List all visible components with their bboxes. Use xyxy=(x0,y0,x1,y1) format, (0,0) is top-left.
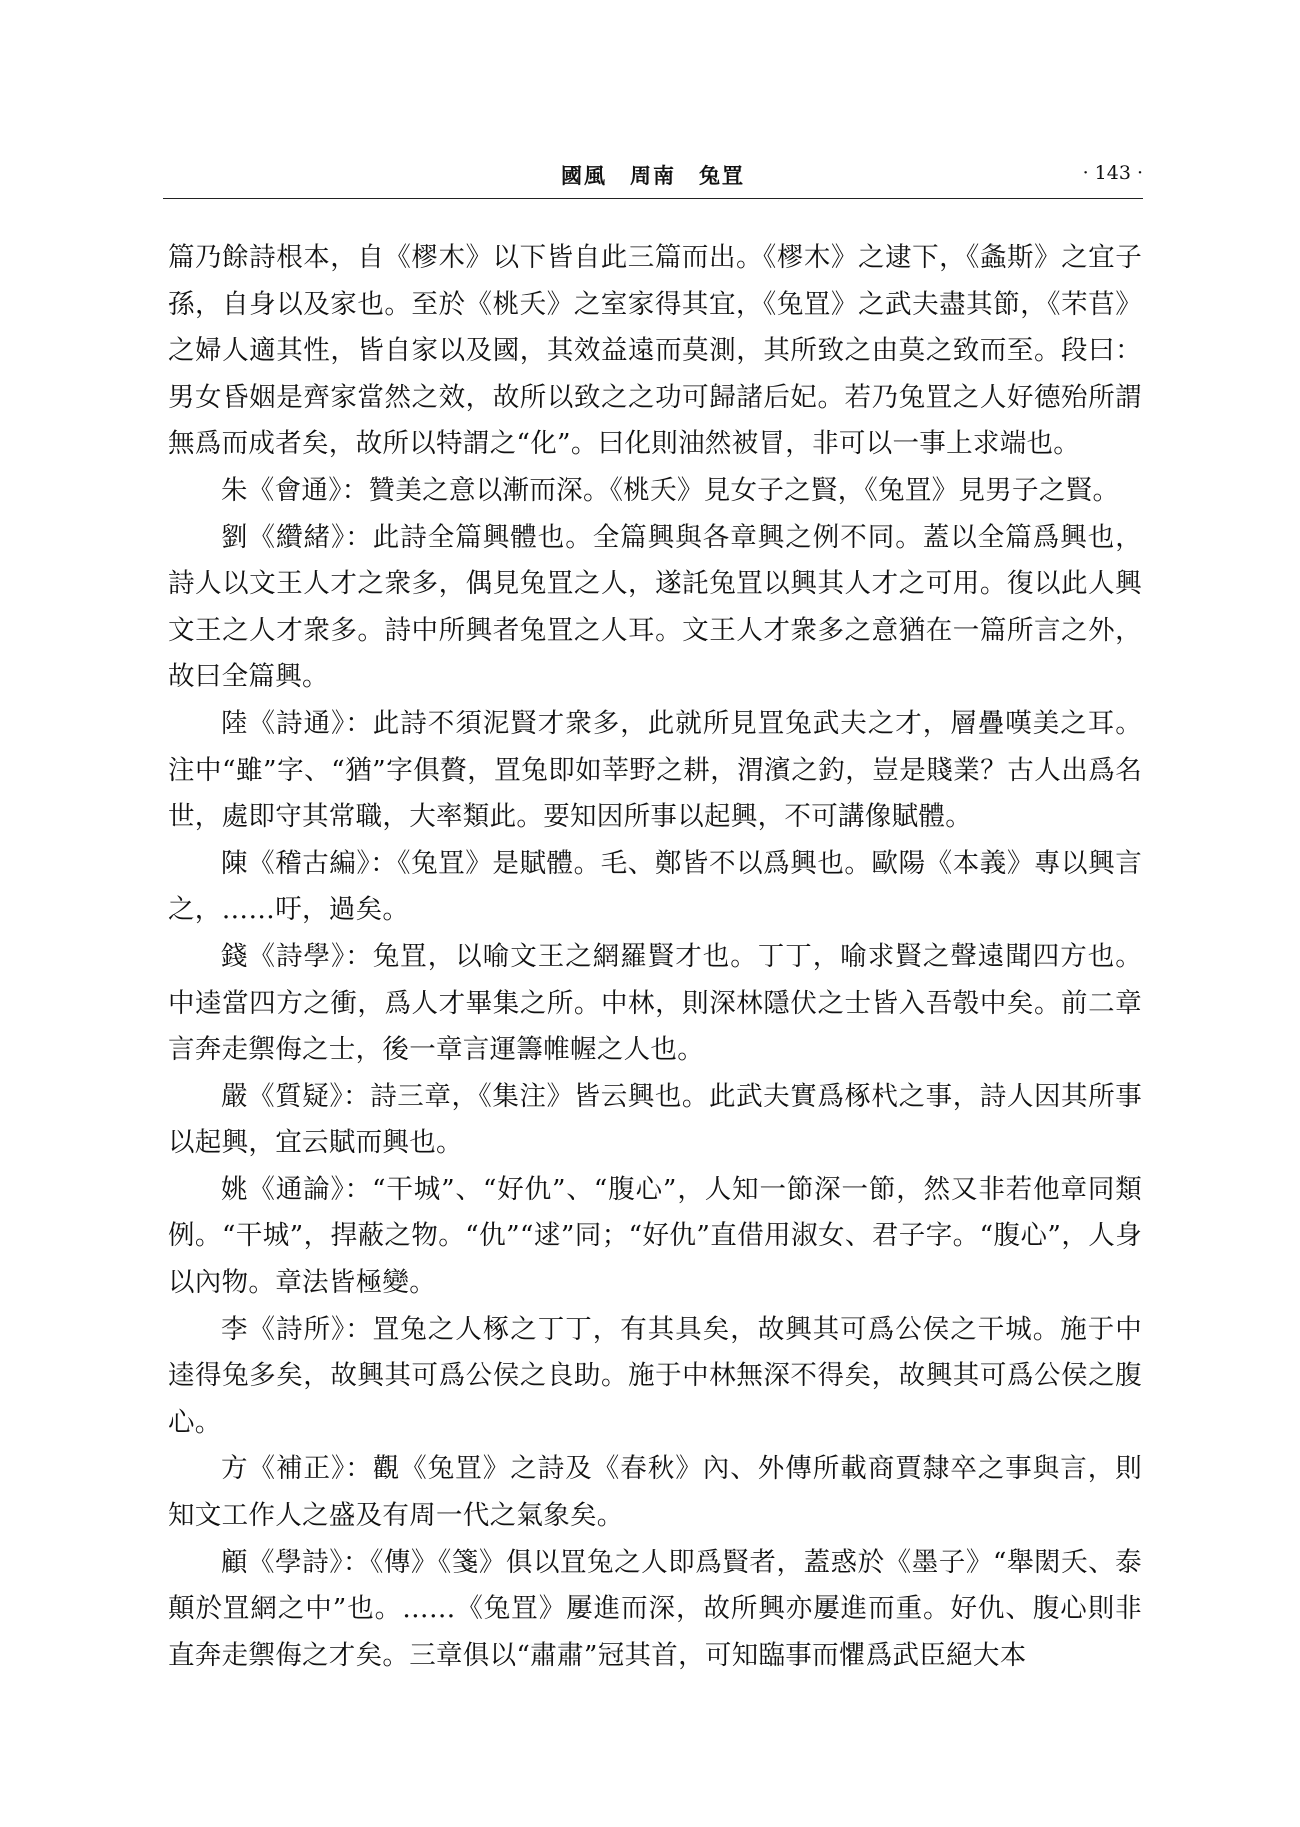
paragraph-chen-jigubian: 陳《稽古編》：《兔罝》是賦體。毛、鄭皆不以爲興也。歐陽《本義》專以興言之，……吁，過矣。 xyxy=(168,847,1142,926)
paragraph-li-shisuo: 李《詩所》：罝兔之人椓之丁丁，有其具矣，故興其可爲公侯之干城。施于中逵得兔多矣，故興其可爲公侯之良助。施于中林無深不得矣，故興其可爲公侯之腹心。 xyxy=(168,1313,1142,1438)
paragraph-qian-shixue: 錢《詩學》：兔罝，以喻文王之網羅賢才也。丁丁，喻求賢之聲遠聞四方也。中逵當四方之衝，爲人才畢集之所。中林，則深林隱伏之士皆入吾彀中矣。前二章言奔走禦侮之士，後一章言運籌帷幄之人也。 xyxy=(168,940,1142,1066)
header-rule xyxy=(163,198,1143,199)
paragraph-liu-zuanxu: 劉《纘緒》：此詩全篇興體也。全篇興與各章興之例不同。蓋以全篇爲興也，詩人以文王人才之衆多，偶見兔罝之人，遂託兔罝以興其人才之可用。復以此人興文王之人才衆多。詩中所興者兔罝之人耳。文王人才衆多之意猶在一篇所言之外，故曰全篇興。 xyxy=(168,521,1142,693)
paragraph-continued: 篇乃餘詩根本，自《樛木》以下皆自此三篇而出。《樛木》之逮下，《螽斯》之宜子孫，自身以及家也。至於《桃夭》之室家得其宜，《兔罝》之武夫盡其節，《芣苢》之婦人適其性，皆自家以及國，其效益遠而莫測，其所致之由莫之致而至。段曰：男女昏姻是齊家當然之效，故所以致之之功可歸諸后妃。若乃兔罝之人好德殆所謂無爲而成者矣，故所以特謂之“化”。曰化則油然被冒，非可以一事上求端也。 xyxy=(168,242,1142,460)
running-title: 國風 周南 兔罝 xyxy=(561,163,745,188)
paragraph-yao-tonglun: 姚《通論》：“干城”、“好仇”、“腹心”，人知一節深一節，然又非若他章同類例。“干城”，捍蔽之物。“仇”“逑”同；“好仇”直借用淑女、君子字。“腹心”，人身以內物。章法皆極變。 xyxy=(168,1173,1142,1299)
page-number: · 143 · xyxy=(1082,162,1143,184)
paragraph-lu-shitong: 陸《詩通》：此詩不須泥賢才衆多，此就所見罝兔武夫之才，層疊嘆美之耳。注中“雖”字、“猶”字俱贅，罝兔即如莘野之耕，渭濱之釣，豈是賤業？古人出爲名世，處即守其常職，大率類此。要知因所事以起興，不可講像賦體。 xyxy=(168,707,1142,833)
paragraph-gu-xueshi: 顧《學詩》：《傳》《箋》俱以罝兔之人即爲賢者，蓋惑於《墨子》“舉閎夭、泰顛於罝網之中”也。……《兔罝》屢進而深，故所興亦屢進而重。好仇、腹心則非直奔走禦侮之才矣。三章俱以“肅肅”冠其首，可知臨事而懼爲武臣絕大本 xyxy=(168,1546,1142,1671)
paragraph-yan-zhiyi: 嚴《質疑》：詩三章，《集注》皆云興也。此武夫實爲椓杙之事，詩人因其所事以起興，宜云賦而興也。 xyxy=(168,1080,1142,1159)
paragraph-fang-buzheng: 方《補正》：觀《兔罝》之詩及《春秋》內、外傳所載商賈隸卒之事與言，則知文工作人之盛及有周一代之氣象矣。 xyxy=(168,1453,1142,1532)
paragraph-zhu-huitong: 朱《會通》：贊美之意以漸而深。《桃夭》見女子之賢，《兔罝》見男子之賢。 xyxy=(221,474,1120,506)
main-text xyxy=(168,235,1142,1679)
running-header xyxy=(163,158,1143,198)
